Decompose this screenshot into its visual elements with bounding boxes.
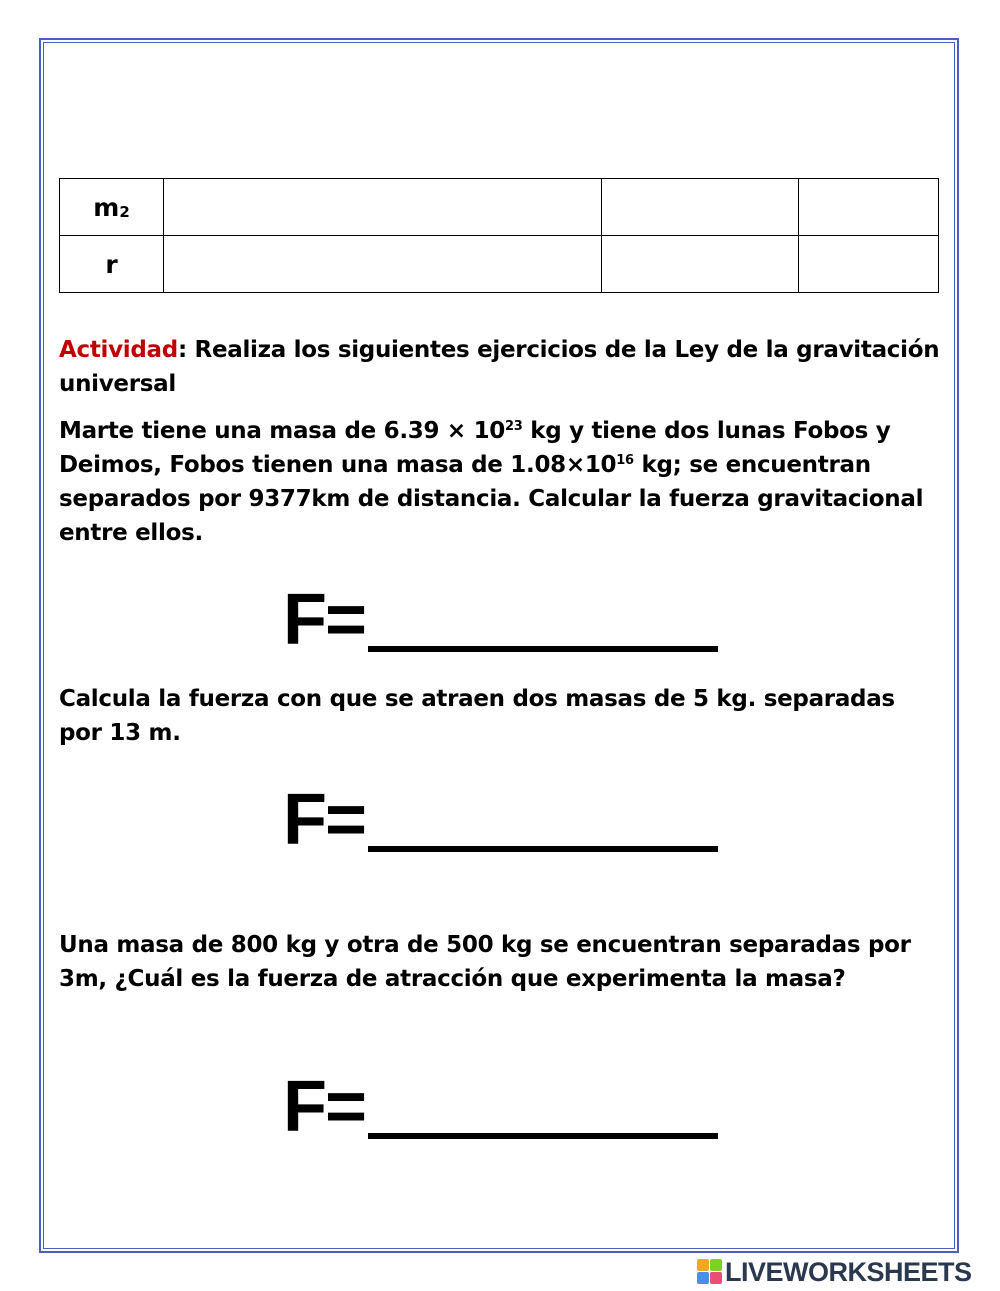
activity-label: Actividad xyxy=(59,337,178,363)
table-row xyxy=(60,236,939,293)
answer-line[interactable] xyxy=(368,1133,718,1139)
value-cell[interactable] xyxy=(602,236,799,293)
value-cell[interactable] xyxy=(164,236,602,293)
answer-field-2[interactable] xyxy=(283,780,723,860)
unit-cell[interactable] xyxy=(799,236,939,293)
force-label: F= xyxy=(283,1067,366,1147)
problem-1-text: Marte tiene una masa de $6.39 \times 10^{23}$ kg y tiene dos lunas Fobos y Deimos, Fobos tienen una masa de $1.08\times 10^{16}$ kg; se encuentran separados por 9377km de distancia. Calcular la fuerza gravitacional entre ellos. xyxy=(59,418,924,546)
answer-field-1[interactable] xyxy=(283,580,723,660)
value-cell[interactable] xyxy=(602,179,799,236)
activity-instruction: Actividad: Realiza los siguientes ejercicios de la Ley de la gravitación universal xyxy=(59,337,940,397)
unit-cell[interactable] xyxy=(799,179,939,236)
logo-blocks-icon xyxy=(697,1259,723,1285)
variables-table xyxy=(59,178,939,293)
symbol-cell: r xyxy=(60,236,164,293)
force-label: F= xyxy=(283,780,366,860)
brand-name: LIVEWORKSHEETS xyxy=(725,1257,972,1287)
table-row xyxy=(60,179,939,236)
value-cell[interactable] xyxy=(164,179,602,236)
problem-3-text: Una masa de 800 kg y otra de 500 kg se encuentran separadas por 3m, ¿Cuál es la fuerza de atracción que experimenta la masa? xyxy=(59,932,911,992)
symbol-cell: $m_2$ xyxy=(60,179,164,236)
answer-field-3[interactable] xyxy=(283,1067,723,1147)
problem-2-text: Calcula la fuerza con que se atraen dos masas de 5 kg. separadas por 13 m. xyxy=(59,686,895,746)
liveworksheets-logo xyxy=(697,1257,997,1287)
answer-line[interactable] xyxy=(368,846,718,852)
force-label: F= xyxy=(283,580,366,660)
answer-line[interactable] xyxy=(368,646,718,652)
